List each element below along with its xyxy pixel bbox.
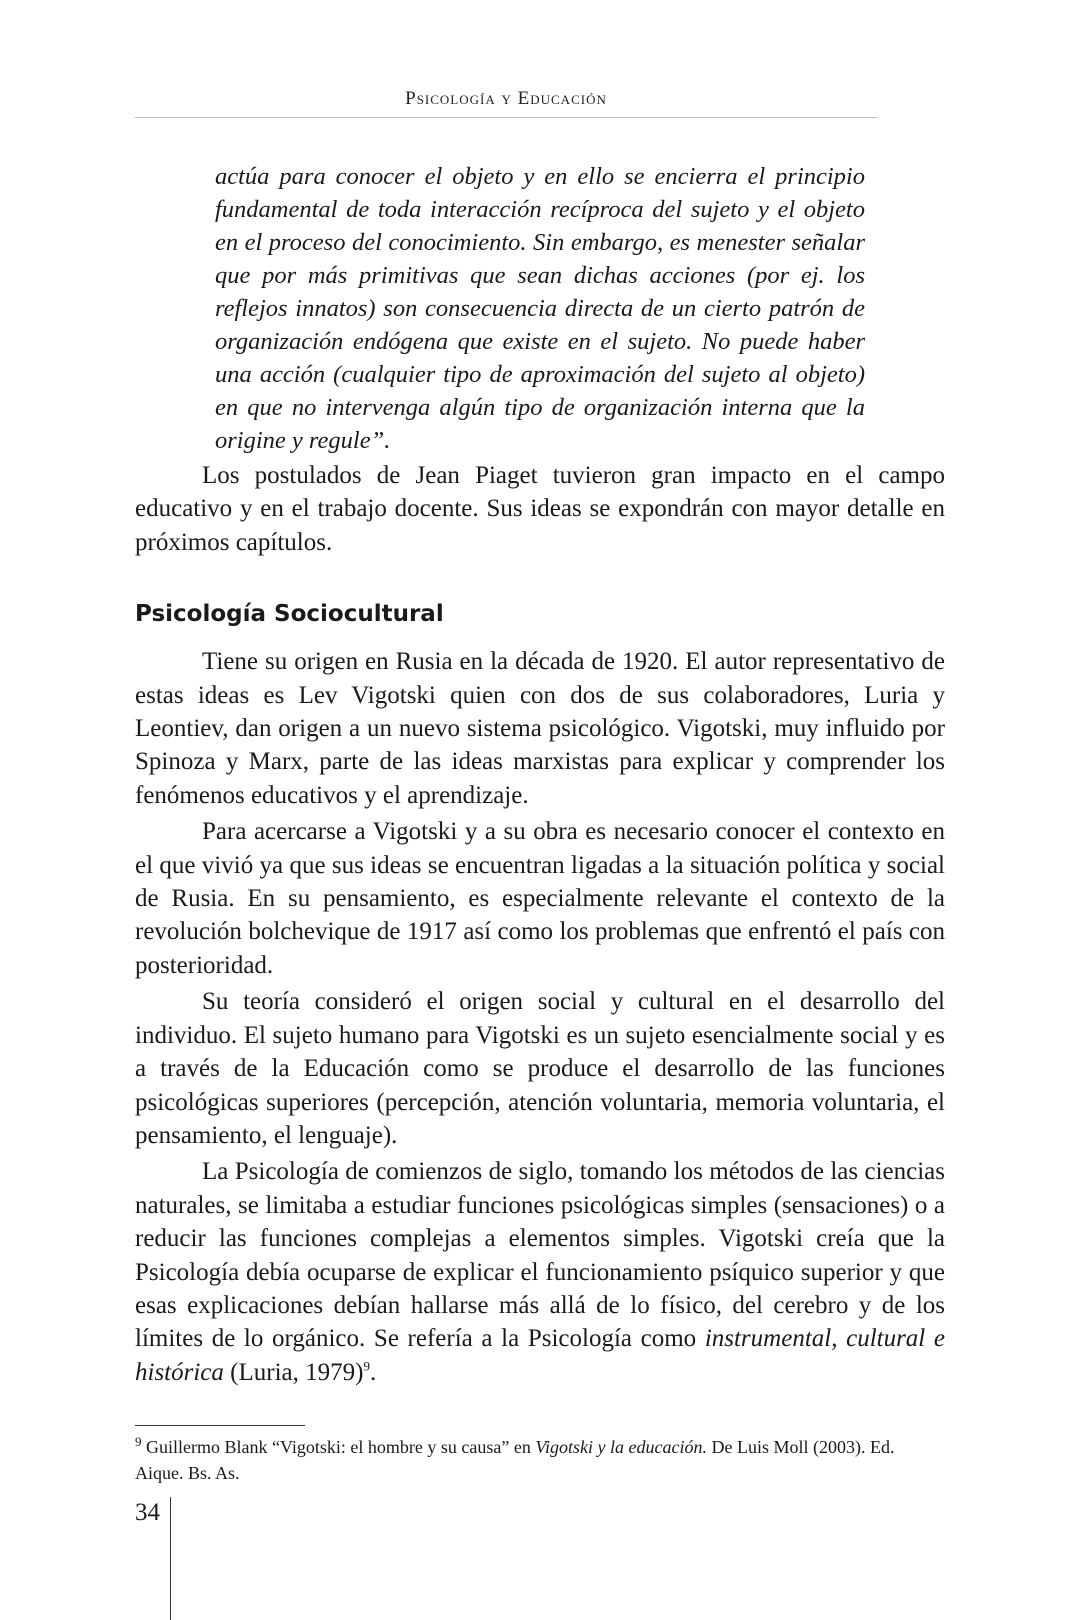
footnote-publication: De Luis Moll (2003). Ed. Aique. Bs. As. — [135, 1437, 895, 1483]
header-divider — [135, 117, 877, 118]
margin-line — [170, 1497, 171, 1620]
running-header: Psicología y Educación — [405, 88, 607, 109]
paragraph-origin: Tiene su origen en Rusia en la década de 1920. El autor representativo de estas ideas es Lev Vigotski quien con dos de sus colaboradores, Luria y Leontiev, dan origen a un nuevo sistema psicológico. Vigotski, muy influido por Spinoza y Marx, parte de las ideas marxistas para explicar y comprender los fenómenos educativos y el aprendizaje. — [135, 648, 945, 809]
footnote-text: Guillermo Blank “Vigotski: el hombre y su causa” en — [141, 1437, 536, 1457]
footnote — [135, 1434, 945, 1486]
paragraph-context: Para acercarse a Vigotski y a su obra es necesario conocer el contexto en el que vivió ya que sus ideas se encuentran ligadas a la situación política y social de Rusia. En su pensamiento, es especialmente relevante el contexto de la revolución bolchevique de 1917 así como los problemas que enfrentó el país con posterioridad. — [135, 818, 945, 979]
footnote-divider — [135, 1425, 305, 1426]
footnote-book-title: Vigotski y la educación. — [535, 1437, 707, 1457]
section-heading: Psicología Sociocultural — [135, 601, 444, 628]
page-body — [135, 160, 945, 1389]
emphasis-text: instrumental, cultural e histórica — [135, 1325, 945, 1386]
block-quote: actúa para conocer el objeto y en ello se encierra el principio fundamental de toda interacción recíproca del sujeto y el objeto en el proceso del conocimiento. Sin embargo, es menester señalar que por más primitivas que sean dichas acciones (por ej. los reflejos innatos) son consecuencia directa de un cierto patrón de organización endógena que existe en el sujeto. No puede haber una acción (cualquier tipo de aproximación del sujeto al objeto) en que no intervenga algún tipo de organización interna que la origine y regule”. — [215, 163, 865, 454]
paragraph-theory: Su teoría consideró el origen social y cultural en el desarrollo del individuo. El sujeto humano para Vigotski es un sujeto esencialmente social y es a través de la Educación como se produce el desarrollo de las funciones psicológicas superiores (percepción, atención voluntaria, memoria voluntaria, el pensamiento, el lenguaje). — [135, 988, 945, 1149]
citation-text: (Luria, 1979) — [223, 1358, 364, 1386]
paragraph-piaget: Los postulados de Jean Piaget tuvieron gran impacto en el campo educativo y en el trabajo docente. Sus ideas se expondrán con mayor detalle en próximos capítulos. — [135, 462, 945, 556]
paragraph-psychology — [135, 1155, 945, 1389]
paragraph-text: La Psicología de comienzos de siglo, tomando los métodos de las ciencias naturales, se limitaba a estudiar funciones psicológicas simples (sensaciones) o a reducir las funciones complejas a elementos simples. Vigotski creía que la Psicología debía ocuparse de explicar el funcionamiento psíquico superior y que esas explicaciones debían hallarse más allá de lo físico, del cerebro y de los límites de lo orgánico. Se refería a la Psicología como — [135, 1158, 945, 1353]
footnote-marker: 9 — [135, 1434, 142, 1449]
footnote-reference[interactable]: 9 — [363, 1358, 370, 1374]
sentence-end: . — [369, 1358, 377, 1386]
page-number: 34 — [135, 1499, 160, 1526]
